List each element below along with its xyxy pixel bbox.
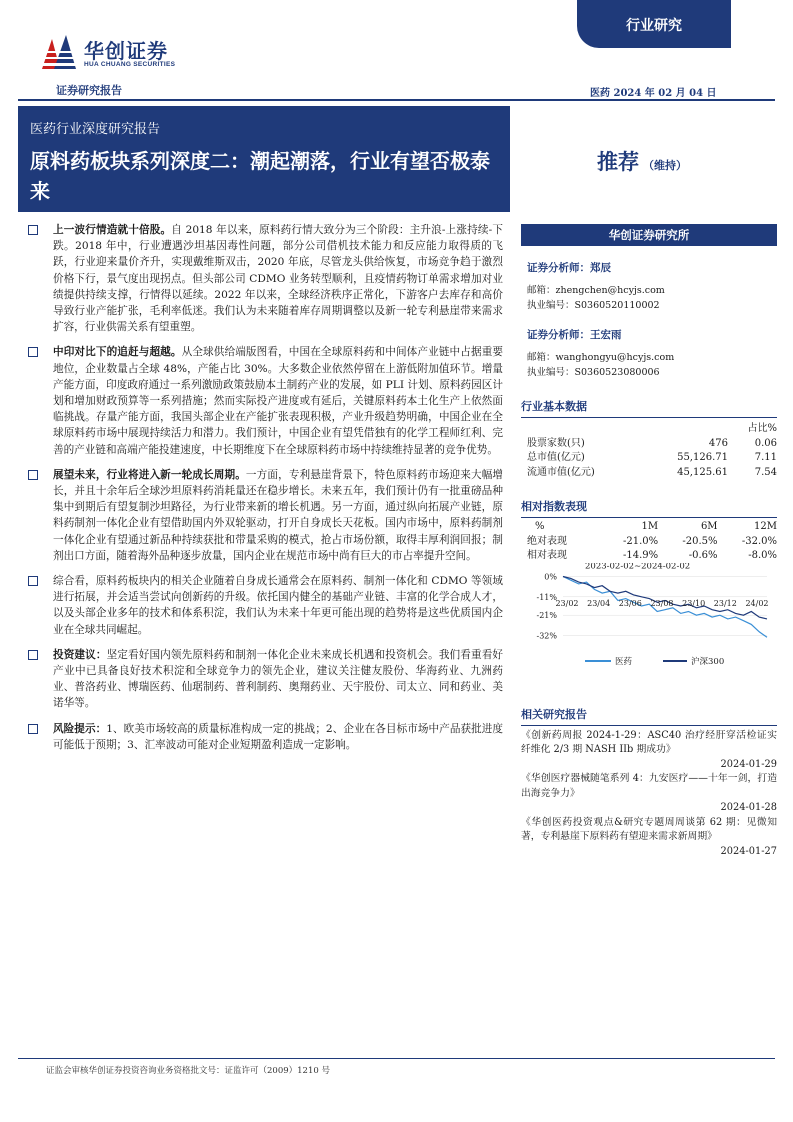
row-value: 45,125.61	[677, 466, 728, 478]
footer-license: 证监会审核华创证券投资咨询业务资格批文号：证监许可（2009）1210 号	[46, 1066, 330, 1076]
category-tag	[577, 0, 731, 48]
col-header: 1M	[641, 521, 659, 532]
row-value: -0.6%	[688, 550, 718, 561]
row-value: 476	[708, 437, 728, 449]
basic-data-title: 行业基本数据	[521, 398, 777, 418]
brand-name-en: HUA CHUANG SECURITIES	[84, 61, 176, 68]
basic-data-table	[521, 422, 777, 480]
checkbox-bullet-icon	[28, 576, 38, 586]
x-tick-label: 23/04	[587, 598, 611, 608]
analyst-email: 邮箱：wanghongyu@hcyjs.com	[527, 352, 675, 363]
table-row	[521, 466, 777, 481]
chart-title: 2023-02-02~2024-02-02	[585, 563, 691, 572]
paragraph-heading: 风险提示：	[53, 722, 107, 735]
row-pct: 7.54	[754, 466, 777, 478]
checkbox-bullet-icon	[28, 724, 38, 734]
col-header: 6M	[700, 521, 718, 532]
row-value: -8.0%	[748, 550, 777, 561]
paragraph-text: 从全球供给端版图看，中国在全球原料药和中间体产业链中占据重要地位，企业数量占全球 48%，产能占比 30%。大多数企业依然停留在上游低附加值环节。增量产能方面，印度政府通过一系列激励政策鼓励本土制药产业的发展，如 PLI 计划、原料药园区计划和增加财政预算等一系列措施；然而实际投产进度或有延后，关键原料药本土化生产上依然面临挑战。存量产能方面，我国头部企业在产能扩张表现积极，产业升级趋势明确，中国企业在全球原料药市场中展现持续活力和潜力。我们预计，中国企业有望凭借独有的化学工程师红利、完善的产业链和高端产能投建速度，中长期维度下在全球原料药市场中持续维持显著的竞争优势。	[53, 346, 503, 456]
analyst-name: 证券分析师：郑辰	[527, 262, 611, 274]
footer-divider	[18, 1058, 775, 1059]
performance-chart	[521, 563, 777, 671]
report-subtitle: 医药行业深度研究报告	[30, 122, 161, 137]
row-label: 绝对表现	[527, 535, 567, 547]
x-tick-label: 23/02	[555, 598, 579, 608]
main-body	[28, 222, 503, 762]
report-date: 2024-01-29	[720, 758, 777, 770]
table-row	[521, 535, 777, 550]
col-header: 12M	[754, 521, 777, 532]
report-title-link[interactable]: 《华创医疗器械随笔系列 4：九安医疗——十年一剑，打造出海竞争力》	[521, 773, 777, 799]
y-tick-label: -21%	[536, 611, 557, 621]
paragraph-text: 一方面，专利悬崖背景下，特色原料药市场迎来大幅增长，并且十余年后全球沙坦原料药消耗量还在稳步增长。未来五年，我们预计仍有一批重磅品种集中到期后有望复制沙坦路径，为行业带来新的增长机遇。另一方面，通过纵向拓展产业链，原料药制剂一体化企业有望借助国内外双轮驱动，打开自身成长天花板。国内市场中，原料药制剂一体化企业有望通过新品种持续获批和带量采购的模式，抢占市场份额，取得丰厚利润回报；制剂出口方面，随着海外品种逐步放量，国内企业在规范市场中尚有巨大的市占率提升空间。	[53, 468, 504, 562]
table-row	[521, 451, 777, 466]
col-header: %	[535, 521, 545, 532]
analyst-email: 邮箱：zhengchen@hcyjs.com	[527, 285, 665, 296]
row-value: 55,126.71	[677, 452, 728, 463]
series-line-csi300	[563, 577, 767, 619]
rating	[597, 146, 687, 176]
row-label: 股票家数(只)	[527, 437, 585, 449]
paragraph-text: 综合看，原料药板块内的相关企业随着自身成长通常会在原料药、制剂一体化和 CDMO 等领域进行拓展，并会适当尝试向创新药的升级。依托国内健全的基础产业链、丰富的化学合成人才，以及头部企业多年的技术和体系积淀，我们认为未来十年更可能出现的趋势将是这些优质国内企业在全球共同崛起。	[53, 575, 503, 636]
row-label: 相对表现	[527, 550, 567, 561]
summary-paragraph	[28, 344, 503, 457]
rating-main: 推荐	[597, 150, 639, 174]
row-label: 流通市值(亿元)	[527, 466, 595, 478]
relative-perf-title: 相对指数表现	[521, 498, 777, 518]
x-tick-label: 23/10	[682, 598, 706, 608]
row-pct: 7.11	[754, 452, 777, 463]
analyst-cert: 执业编号：S0360523080006	[527, 367, 660, 378]
row-label: 总市值(亿元)	[527, 452, 585, 463]
brand-logo	[40, 33, 195, 75]
table-row	[521, 437, 777, 452]
checkbox-bullet-icon	[28, 347, 38, 357]
legend-label-pharma: 医药	[615, 657, 633, 667]
x-tick-label: 24/02	[745, 598, 769, 608]
paragraph-heading: 投资建议：	[53, 648, 107, 661]
y-tick-label: 0%	[544, 572, 557, 582]
report-type: 证券研究报告	[56, 84, 122, 97]
summary-paragraph	[28, 467, 503, 564]
sidebar	[521, 224, 777, 859]
y-tick-label: -11%	[536, 592, 557, 602]
legend-label-csi300: 沪深300	[691, 657, 725, 667]
paragraph-heading: 展望未来，行业将进入新一轮成长周期。	[53, 468, 246, 481]
basic-data-section	[521, 398, 777, 480]
summary-paragraph	[28, 573, 503, 638]
paragraph-heading: 中印对比下的追赶与超越。	[53, 346, 182, 359]
related-reports-section	[521, 706, 777, 860]
paragraph-text: 自 2018 年以来，原料药行情大致分为三个阶段：主升浪-上涨持续-下跌。2018 年中，行业遭遇沙坦基因毒性问题，部分公司借机技术能力和反应能力取得质的飞跃，行业迎来量价齐升，实现戴维斯双击，2020 年底，尽管龙头供给恢复，市场竞争趋于激烈价格下行，景气度出现拐点。但头部公司 CDMO 业务转型顺利，且疫情药物订单需求增加对业绩提供持续支撑，行情得以延续。2022 年以来，全球经济秩序正常化，下游客户去库存和高价导致行业产能扩张，毛利率低迷。我们认为未来随着库存周期调整以及新一轮专利悬崖带来需求扩容，行业供需关系有望重塑。	[53, 224, 503, 334]
analyst-name: 证券分析师：王宏雨	[527, 329, 622, 341]
row-value: -20.5%	[682, 535, 718, 547]
brand-logo-icon	[40, 33, 78, 71]
analyst-cert: 执业编号：S0360520110002	[527, 300, 660, 311]
institute-header: 华创证券研究所	[521, 224, 777, 246]
report-title-link[interactable]: 《创新药周报 2024-1-29：ASC40 治疗经肝穿活检证实纤维化 2/3 期 NASH IIb 期成功》	[521, 729, 777, 755]
row-value: -32.0%	[741, 535, 777, 547]
basic-data-col-header: 占比%	[747, 423, 777, 434]
brand-name-cn: 华创证券	[84, 39, 168, 63]
paragraph-text: 1、欧美市场较高的质量标准构成一定的挑战；2、企业在各目标市场中产品获批进度可能低于预期；3、汇率波动可能对企业短期盈利造成一定影响。	[53, 722, 503, 751]
header-divider	[18, 99, 775, 101]
y-tick-label: -32%	[536, 631, 557, 641]
performance-chart-svg	[521, 563, 777, 671]
x-tick-label: 23/12	[713, 598, 737, 608]
row-pct: 0.06	[754, 437, 777, 449]
related-reports-title: 相关研究报告	[521, 706, 777, 726]
row-value: -21.0%	[622, 535, 659, 547]
report-date: 2024-01-27	[720, 845, 777, 857]
report-title-link[interactable]: 《华创医药投资观点&研究专题周周谈第 62 期：见微知著，专利悬崖下原料药有望迎来需求新周期》	[521, 816, 777, 842]
row-value: -14.9%	[622, 550, 659, 561]
relative-perf-section	[521, 498, 777, 564]
checkbox-bullet-icon	[28, 650, 38, 660]
relative-perf-table	[521, 520, 777, 564]
summary-paragraph	[28, 721, 503, 753]
checkbox-bullet-icon	[28, 470, 38, 480]
title-banner	[18, 106, 510, 212]
x-tick-label: 23/06	[618, 598, 642, 608]
checkbox-bullet-icon	[28, 225, 38, 235]
table-row	[521, 549, 777, 564]
paragraph-heading: 上一波行情造就十倍股。	[53, 224, 172, 236]
summary-paragraph	[28, 647, 503, 712]
category-tag-label: 行业研究	[626, 18, 682, 34]
report-title: 原料药板块系列深度二：潮起潮落，行业有望否极泰来	[30, 149, 490, 203]
report-date: 2024-01-28	[720, 802, 777, 813]
x-tick-label: 23/08	[650, 598, 674, 608]
summary-paragraph	[28, 222, 503, 335]
related-reports-list	[521, 729, 777, 860]
rating-note: （维持）	[643, 159, 687, 172]
table-header-row	[521, 520, 777, 535]
paragraph-text: 坚定看好国内领先原料药和制剂一体化企业未来成长机遇和投资机会。我们看重看好产业中已具备良好技术积淀和全球竞争力的领先企业，建议关注健友股份、华海药业、九洲药业、普洛药业、博瑞医药、仙琚制药、普利制药、奥翔药业、天宇股份、司太立、同和药业、美诺华等。	[53, 648, 504, 710]
sector-date: 医药 2024 年 02 月 04 日	[590, 88, 717, 99]
